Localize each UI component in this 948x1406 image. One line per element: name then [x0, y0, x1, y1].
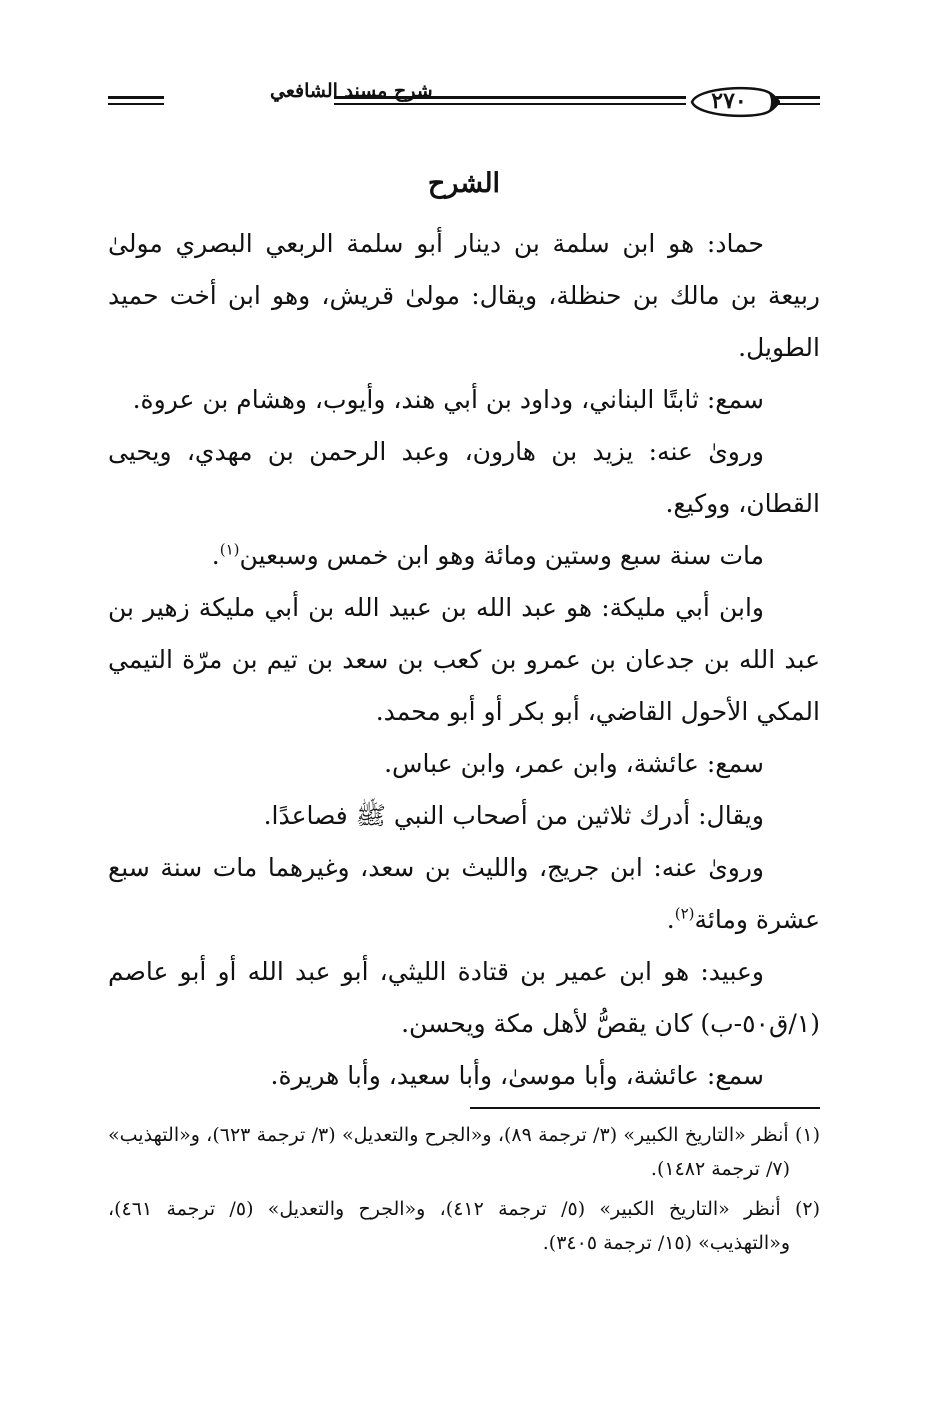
- header-rule-right: [776, 96, 820, 99]
- header-rule-middle-thin: [334, 103, 686, 105]
- footnote-2: (٢) أنظر «التاريخ الكبير» (٥/ ترجمة ٤١٢)، و«الجرح والتعديل» (٥/ ترجمة ٤٦١)، و«التهذيب» (١٥/ ترجمة ٣٤٠٥).: [108, 1198, 821, 1254]
- footnote-1: (١) أنظر «التاريخ الكبير» (٣/ ترجمة ٨٩)، و«الجرح والتعديل» (٣/ ترجمة ٦٢٣)، و«التهذيب» (٧/ ترجمة ١٤٨٢).: [108, 1124, 821, 1180]
- header-rule-left: [108, 96, 164, 99]
- footnote-separator: [470, 1107, 820, 1109]
- paragraph-hammad-students: ورویٰ عنه: يزيد بن هارون، وعبد الرحمن بن مهدي، ويحيى القطان، ووكيع.: [108, 437, 820, 518]
- paragraph-hammad-death: مات سنة سبع وستين ومائة وهو ابن خمس وسبعين$^{(١)}$.: [211, 540, 764, 570]
- running-title: شرح مسند الشافعي: [270, 80, 433, 102]
- section-heading: الشرح: [427, 168, 501, 199]
- paragraph-ibn-abi-mulaykah: وابن أبي مليكة: هو عبد الله بن عبيد الله بن أبي مليكة زهير بن عبد الله بن جدعان بن عمرو بن كعب بن سعد بن تيم بن مرّة التيمي المكي الأحول القاضي، أبو بكر أو أبو محمد.: [108, 593, 820, 726]
- paragraph-ubayd: وعبيد: هو ابن عمير بن قتادة الليثي، أبو عبد الله أو أبو عاصم (١/ق٥٠-ب) كان يقصُّ لأهل مكة ويحسن.: [108, 957, 820, 1038]
- paragraph-hammad-death-text: مات سنة سبع وستين ومائة وهو ابن خمس وسبعين: [239, 541, 764, 570]
- paragraph-ubayd-teachers: سمع: عائشة، وأبا موسىٰ، وأبا سعيد، وأبا هريرة.: [270, 1061, 764, 1090]
- paragraph-hammad-teachers: سمع: ثابتًا البناني، وداود بن أبي هند، وأيوب، وهشام بن عروة.: [132, 385, 764, 414]
- paragraph-ibn-abi-mulaykah-companions: ويقال: أدرك ثلاثين من أصحاب النبي ﷺ فصاعدًا.: [263, 801, 764, 830]
- paragraph-hammad: حماد: هو ابن سلمة بن دينار أبو سلمة الربعي البصري مولىٰ ربيعة بن مالك بن حنظلة، ويقال: مولىٰ قريش، وهو ابن أخت حميد الطويل.: [108, 229, 820, 362]
- page-number-badge: [684, 84, 780, 120]
- paragraph-ibn-abi-mulaykah-students: ورویٰ عنه: ابن جريج، والليث بن سعد، وغيرهما مات سنة سبع عشرة ومائة$^{(٢)}$.: [108, 853, 820, 934]
- body-text: [108, 218, 820, 1102]
- page-number: ٢٧٠: [711, 88, 747, 114]
- running-header: [108, 72, 820, 124]
- paragraph-ibn-abi-mulaykah-students-text: ورویٰ عنه: ابن جريج، والليث بن سعد، وغيرهما مات سنة سبع عشرة ومائة: [108, 853, 820, 934]
- header-rule-right-thin: [776, 103, 820, 105]
- footnote-ref-1[interactable]: (١): [219, 540, 240, 559]
- footnote-ref-2[interactable]: (٢): [674, 904, 695, 923]
- header-rule-left-thin: [108, 103, 164, 105]
- paragraph-ibn-abi-mulaykah-teachers: سمع: عائشة، وابن عمر، وابن عباس.: [384, 749, 764, 778]
- footnotes: [108, 1118, 820, 1266]
